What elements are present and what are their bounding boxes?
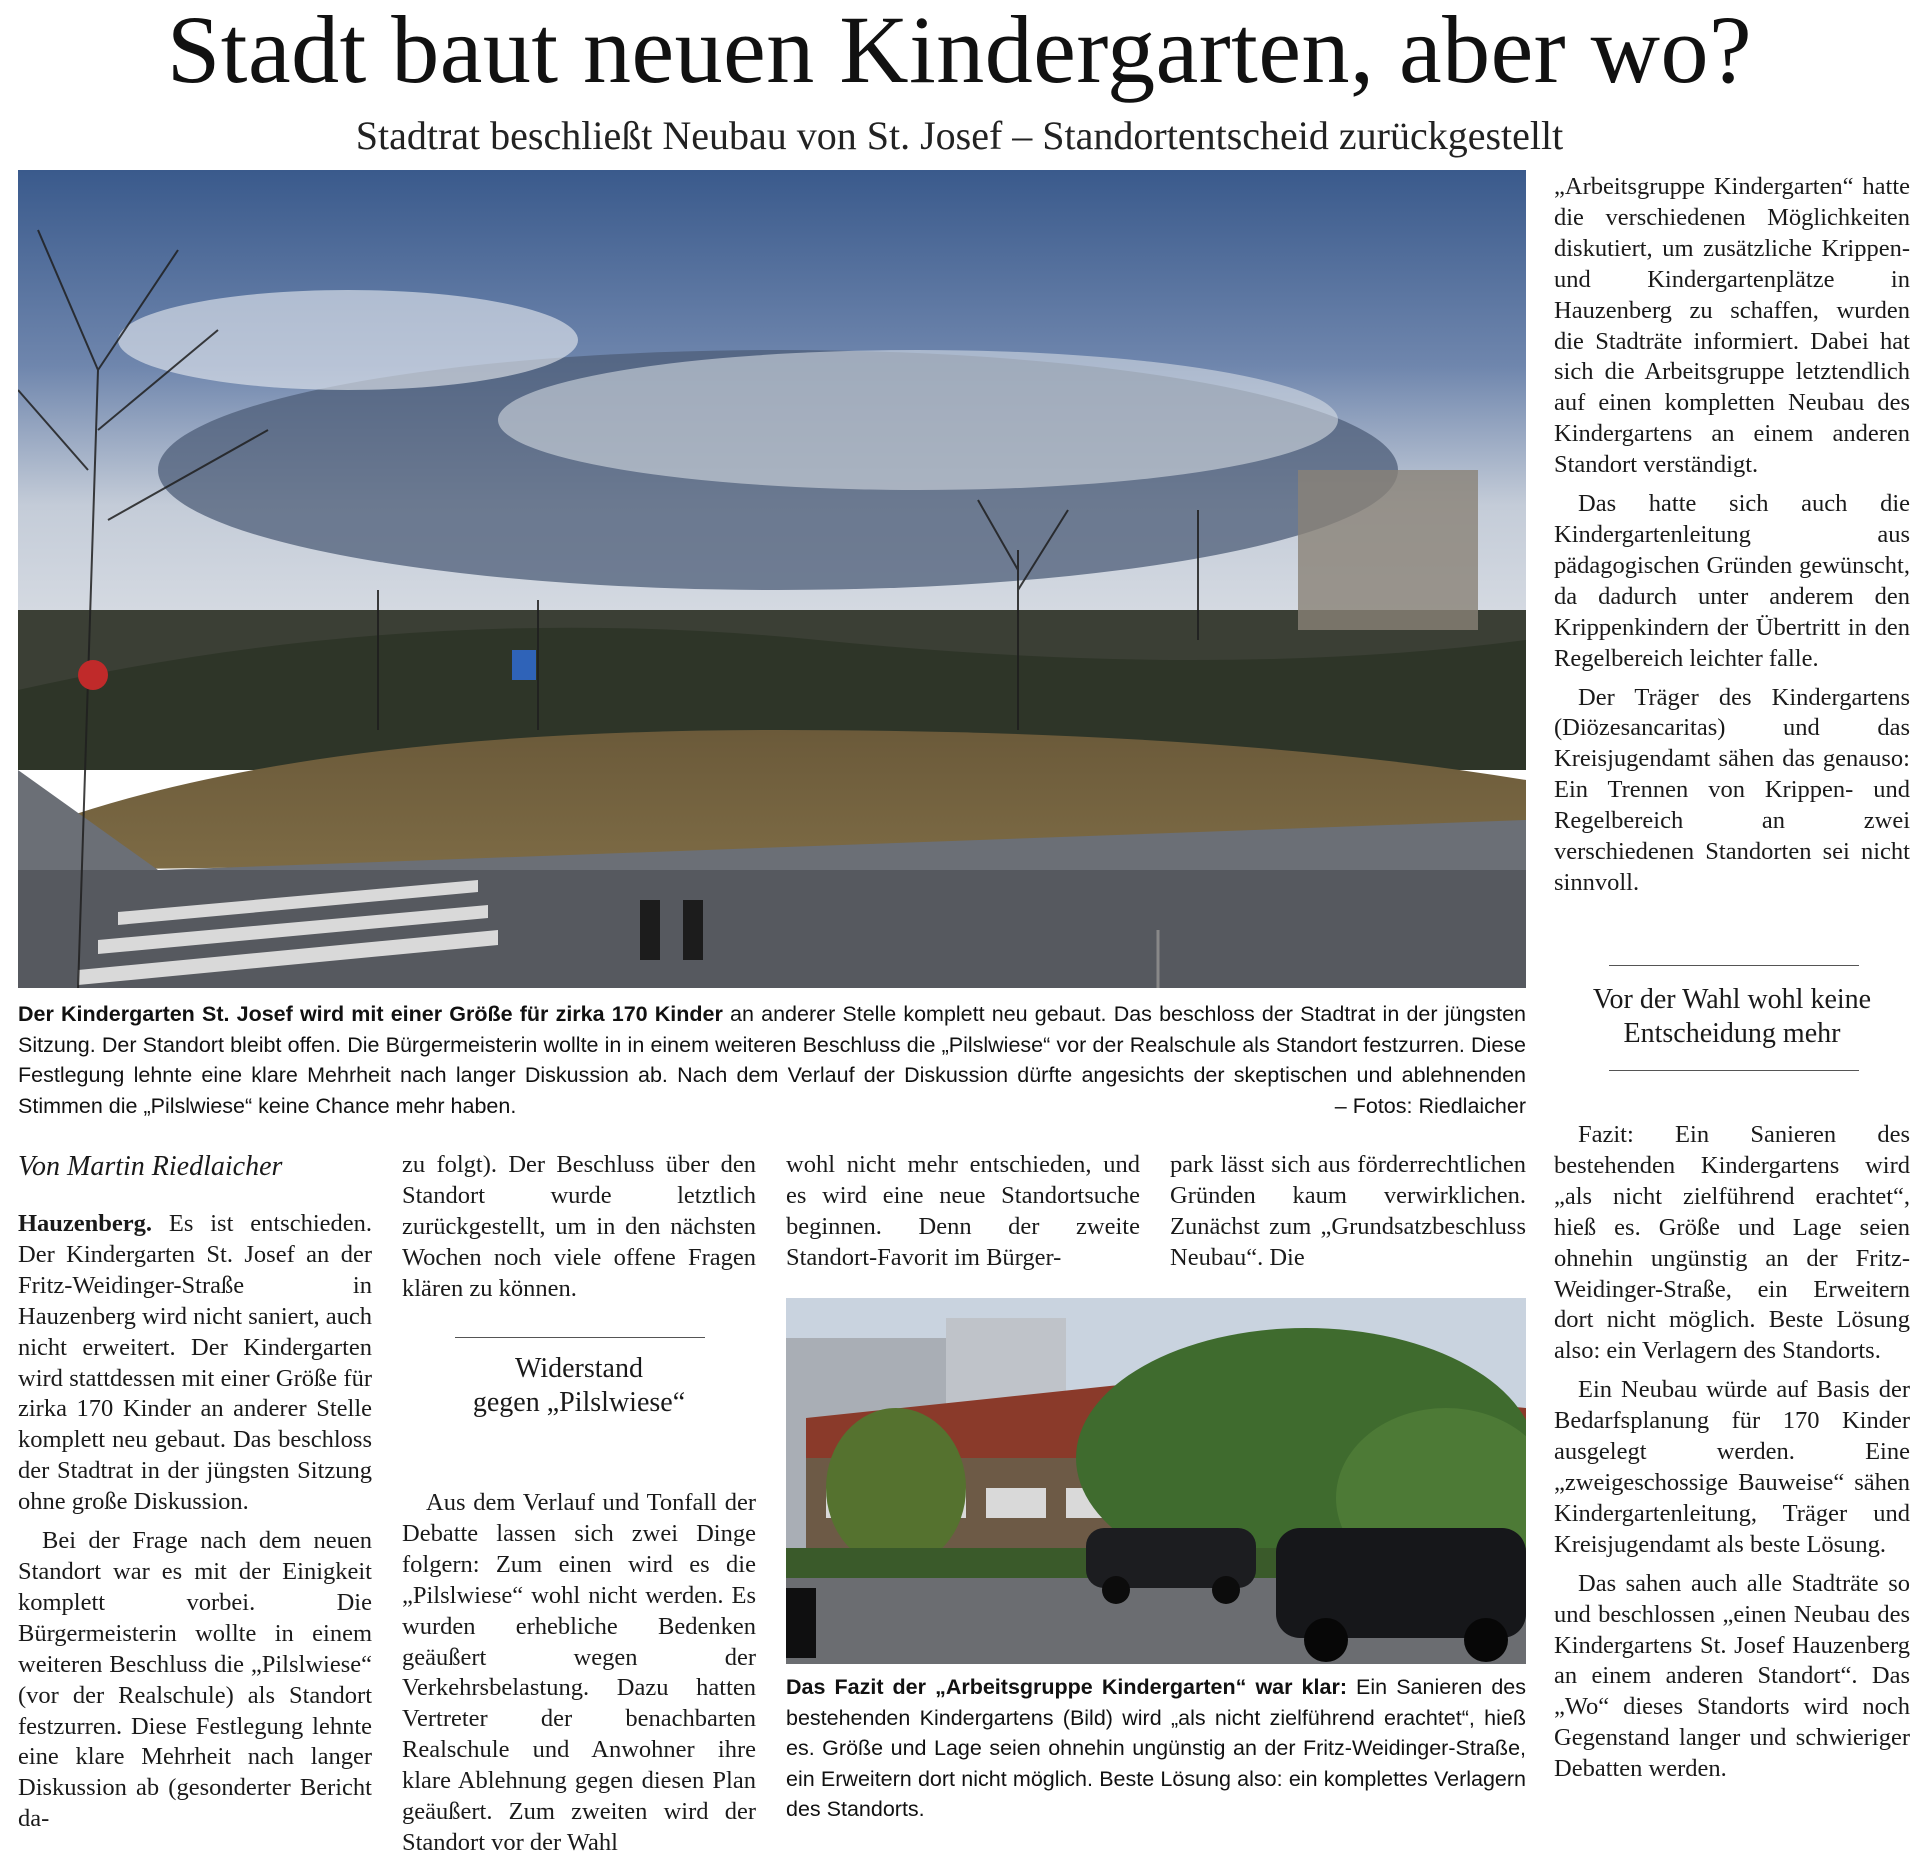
paragraph: Hauzenberg. Es ist entschieden. Der Kindergarten St. Josef an der Fritz-Weidinger-Straße in Hauzenberg wird nicht saniert, auch nicht erweitert. Der Kindergarten wird stattdessen mit einer Größe für zirka 170 Kinder an anderer Stelle komplett neu gebaut. Das beschloss der Stadtrat in der jüngsten Sitzung ohne große Diskussion. — [18, 1210, 372, 1516]
caption-text: an anderer Stelle komplett neu gebaut. Das beschloss der Stadtrat in der jüngsten Sitzung. Der Standort bleibt offen. Die Bürgermeisterin wollte in in einem weiteren Beschluss die „Pilslwiese“ vor der Realschule als Standort festzurren. Diese Festlegung lehnte eine klare Mehrheit nach langer Diskussion ab. Nach dem Verlauf der Diskussion dürfte angesichts der skeptischen und ablehnenden Stimmen die „Pilslwiese“ keine Chance mehr haben. — [18, 1002, 1526, 1118]
paragraph: wohl nicht mehr entschieden, und es wird eine neue Standortsuche beginnen. Denn der zweite Standort-Favorit im Bürger- — [786, 1151, 1140, 1271]
article-column-2-cont — [402, 1488, 756, 1859]
paragraph: Das sahen auch alle Stadträte so und beschlossen „einen Neubau des Kindergartens St. Josef Hauzenberg an einem anderen Standort“. Das „Wo“ dieses Standorts wird noch Gegenstand langer und schwieriger Debatten werden. — [1554, 1569, 1910, 1783]
subtitle-widerstand — [402, 1352, 756, 1420]
caption-lead: Der Kindergarten St. Josef wird mit einer Größe für zirka 170 Kinder — [18, 1002, 723, 1026]
caption-lead: Das Fazit der „Arbeitsgruppe Kindergarten“ war klar: — [786, 1675, 1347, 1699]
divider — [1609, 965, 1859, 966]
article-column-5 — [1554, 172, 1910, 899]
subtitle-line: Entscheidung mehr — [1623, 1018, 1841, 1049]
article-column-2 — [402, 1150, 756, 1305]
paragraph: Der Träger des Kindergartens (Diözesancaritas) und das Kreisjugendamt sähen das genauso: Ein Trennen von Krippen- und Regelbereich an zwei verschiedenen Standorten sei nicht sinnvoll. — [1554, 683, 1910, 896]
subheadline: Stadtrat beschließt Neubau von St. Josef – Standortentscheid zurückgestellt — [355, 113, 1564, 158]
main-photo — [18, 170, 1526, 988]
kindergarten-photo — [786, 1298, 1526, 1664]
photo-credit: – Fotos: Riedlaicher — [1334, 1093, 1526, 1118]
article-column-4 — [1170, 1150, 1526, 1274]
photo-caption-main — [18, 999, 1526, 1121]
paragraph: zu folgt). Der Beschluss über den Standort wurde letztlich zurückgestellt, um in den nächsten Wochen noch viele offene Fragen klären zu können. — [402, 1151, 756, 1302]
headline: Stadt baut neuen Kindergarten, aber wo? — [166, 0, 1753, 103]
subtitle-vor-der-wahl — [1554, 983, 1910, 1051]
paragraph: Bei der Frage nach dem neuen Standort war es mit der Einigkeit komplett vorbei. Die Bürgermeisterin wollte in einem weiteren Beschluss die „Pilslwiese“ (vor der Realschule) als Standort festzurren. Diese Festlegung lehnte eine klare Mehrheit nach langer Diskussion ab (gesonderter Bericht da- — [18, 1527, 372, 1833]
paragraph: „Arbeitsgruppe Kindergarten“ hatte die verschiedenen Möglichkeiten diskutiert, um zusätzliche Krippen- und Kindergartenplätze in Hauzenberg zu schaffen, wurden die Stadträte informiert. Dabei hat sich die Arbeitsgruppe letztendlich auf einen kompletten Neubau des Kindergartens an einem anderen Standort verständigt. — [1554, 173, 1910, 479]
paragraph: Ein Neubau würde auf Basis der Bedarfsplanung für 170 Kinder ausgelegt werden. Eine „zweigeschossige Bauweise“ sähen Kindergartenleitung, Träger und Kreisjugendamt als beste Lösung. — [1554, 1376, 1910, 1558]
dateline: Hauzenberg. — [18, 1210, 153, 1237]
caption-text: Ein Sanieren des bestehenden Kindergartens (Bild) wird „als nicht zielführend erachtet“, hieß es. Größe und Lage seien ohnehin ungünstig an der Fritz-Weidinger-Straße, ein Erweitern dort nicht möglich. Beste Lösung also: ein komplettes Verlagern des Standorts. — [786, 1675, 1526, 1821]
article-column-1 — [18, 1209, 372, 1835]
paragraph: Aus dem Verlauf und Tonfall der Debatte lassen sich zwei Dinge folgern: Zum einen wird es die „Pilslwiese“ wohl nicht werden. Es wurden erhebliche Bedenken geäußert wegen der Verkehrsbelastung. Dazu hatten Vertreter der benachbarten Realschule und Anwohner ihre klare Ablehnung gegen diesen Plan geäußert. Zum zweiten wird der Standort vor der Wahl — [402, 1489, 756, 1856]
article-column-5-cont — [1554, 1120, 1910, 1785]
article-column-3 — [786, 1150, 1140, 1274]
subtitle-line: Widerstand — [515, 1353, 643, 1384]
photo-caption-kindergarten — [786, 1672, 1526, 1825]
subtitle-line: Vor der Wahl wohl keine — [1592, 984, 1872, 1015]
paragraph: Das hatte sich auch die Kindergartenleitung aus pädagogischen Gründen gewünscht, da dadurch unter anderem den Krippenkindern der Übertritt in den Regelbereich leichter falle. — [1554, 490, 1910, 672]
divider — [455, 1337, 705, 1338]
paragraph: park lässt sich aus förderrechtlichen Gründen kaum verwirklichen. Zunächst zum „Grundsatzbeschluss Neubau“. Die — [1170, 1151, 1526, 1271]
divider — [1609, 1070, 1859, 1071]
subtitle-line: gegen „Pilslwiese“ — [472, 1387, 686, 1418]
byline: Von Martin Riedlaicher — [18, 1151, 283, 1182]
paragraph: Fazit: Ein Sanieren des bestehenden Kindergartens wird „als nicht zielführend erachtet“, hieß es. Größe und Lage seien ohnehin ungünstig an der Fritz-Weidinger-Straße, ein Erweitern dort nicht möglich. Beste Lösung also: ein Verlagern des Standorts. — [1554, 1121, 1910, 1365]
